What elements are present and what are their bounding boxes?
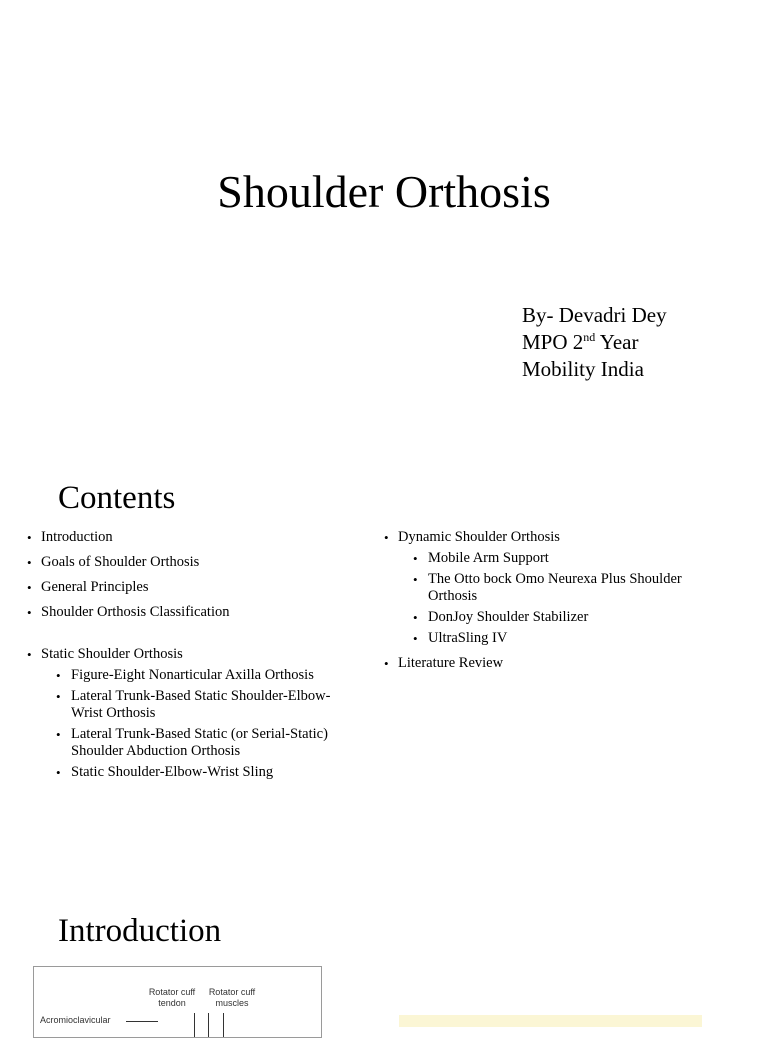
sub-list-item: • UltraSling IV — [413, 630, 734, 647]
figure-leader-line — [223, 1013, 224, 1038]
list-item: • Shoulder Orthosis Classification — [27, 604, 362, 621]
list-item: • Literature Review — [384, 655, 734, 672]
organization: Mobility India — [522, 357, 644, 381]
figure-leader-line — [208, 1013, 209, 1038]
contents-left-column — [27, 529, 362, 781]
figure-leader-line — [126, 1021, 158, 1022]
introduction-heading: Introduction — [58, 913, 222, 949]
highlight-box — [399, 1015, 702, 1027]
figure-label-rotator-cuff-tendon: Rotator cuff tendon — [148, 987, 196, 1008]
sub-list-item: • The Otto bock Omo Neurexa Plus Shoulder Orthosis — [413, 571, 734, 605]
figure-label-acromioclavicular: Acromioclavicular — [40, 1015, 111, 1025]
shoulder-anatomy-figure — [33, 966, 322, 1038]
figure-leader-line — [194, 1013, 195, 1038]
list-item: • Static Shoulder Orthosis • Figure-Eight Nonarticular Axilla Orthosis • Lateral Trunk-Based Static Shoulder-Elbow-Wrist Orthosis • Lateral Trunk-Based Static (or Serial-Static) Shoulder Abduction Orthosis • Static Shoulder-Elbow-Wrist Sling — [27, 646, 362, 781]
contents-right-column — [384, 529, 734, 672]
sub-list-item: • Mobile Arm Support — [413, 550, 734, 567]
sub-list-item: • Lateral Trunk-Based Static Shoulder-Elbow-Wrist Orthosis — [56, 688, 362, 722]
sub-list-item: • Figure-Eight Nonarticular Axilla Orthosis — [56, 667, 362, 684]
list-item: • Dynamic Shoulder Orthosis • Mobile Arm Support • The Otto bock Omo Neurexa Plus Shoulder Orthosis • DonJoy Shoulder Stabilizer • UltraSling IV — [384, 529, 734, 647]
sub-list-item: • Static Shoulder-Elbow-Wrist Sling — [56, 764, 362, 781]
author-name: By- Devadri Dey — [522, 303, 667, 327]
list-item: • General Principles — [27, 579, 362, 596]
figure-label-rotator-cuff-muscles: Rotator cuff muscles — [208, 987, 256, 1008]
contents-heading: Contents — [58, 480, 176, 516]
list-item: • Introduction — [27, 529, 362, 546]
sub-list-item: • DonJoy Shoulder Stabilizer — [413, 609, 734, 626]
slide-title: Shoulder Orthosis — [217, 166, 551, 217]
course-line: MPO 2nd Year — [522, 330, 639, 354]
author-block — [522, 302, 667, 383]
list-item: • Goals of Shoulder Orthosis — [27, 554, 362, 571]
sub-list-item: • Lateral Trunk-Based Static (or Serial-Static) Shoulder Abduction Orthosis — [56, 726, 362, 760]
